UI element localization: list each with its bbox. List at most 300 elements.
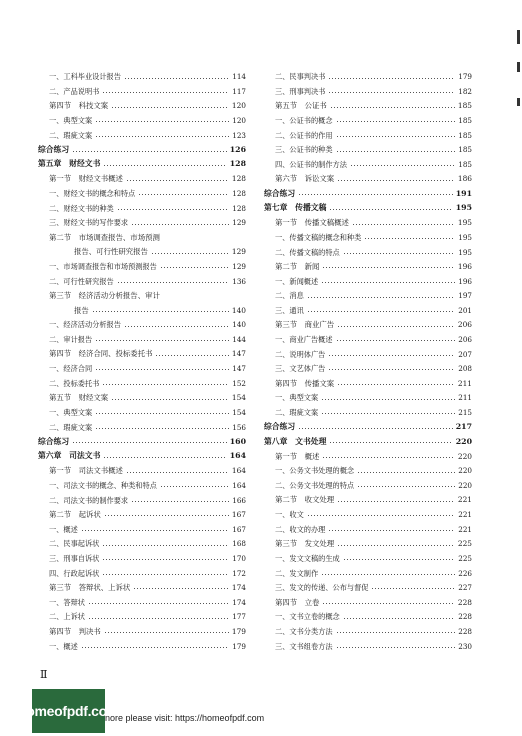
toc-entry-item (264, 475, 472, 490)
toc-entry-page: 136 (232, 276, 246, 286)
toc-entry-page: 152 (232, 378, 246, 388)
toc-entry-section (264, 445, 472, 460)
dot-leader (124, 78, 229, 79)
toc-entry-item (264, 66, 472, 81)
dot-leader (88, 603, 229, 604)
scan-edge-mark (517, 30, 520, 44)
dot-leader (160, 486, 229, 487)
toc-entry-title: 综合练习 (38, 144, 70, 154)
dot-leader (133, 588, 229, 589)
toc-entry-page: 217 (455, 422, 472, 432)
toc-entry-title: 二、司法文书的制作要求 (49, 495, 129, 505)
dot-leader (364, 238, 455, 239)
toc-entry-exercise (264, 183, 472, 198)
toc-entry-page: 167 (231, 510, 246, 519)
dot-leader (336, 136, 455, 137)
toc-entry-page: 201 (458, 305, 472, 315)
toc-entry-section (264, 212, 472, 227)
toc-entry-exercise (264, 416, 472, 431)
toc-entry-title: 第六节 诉讼文案 (275, 174, 335, 184)
toc-entry-title: 一、典型文案 (49, 116, 93, 126)
toc-entry-page: 186 (457, 174, 472, 184)
dot-leader (321, 282, 455, 283)
toc-entry-chapter (38, 445, 246, 460)
toc-entry-item (264, 518, 472, 533)
toc-entry-title: 第七章 传播文稿 (264, 203, 327, 213)
dot-leader (322, 457, 455, 458)
toc-entry-title: 二、收文的办理 (275, 524, 326, 534)
dot-leader (328, 92, 455, 93)
toc-entry-title: 一、经济合同 (49, 364, 93, 374)
toc-entry-chapter (264, 431, 472, 446)
toc-entry-item (38, 489, 246, 504)
toc-entry-title: 一、公务文书处理的概念 (275, 466, 355, 476)
toc-entry-title: 一、答辩状 (49, 597, 85, 607)
dot-leader (126, 180, 229, 181)
dot-leader (72, 151, 227, 152)
toc-entry-section (38, 343, 246, 358)
dot-leader (337, 501, 455, 502)
toc-entry-title: 一、市场调查报告和市场预测报告 (49, 262, 157, 272)
toc-entry-item (264, 635, 472, 650)
toc-entry-item (264, 300, 472, 315)
toc-entry-item (264, 577, 472, 592)
toc-entry-page: 225 (458, 553, 472, 563)
toc-entry-item (38, 606, 246, 621)
toc-entry-page: 129 (232, 218, 246, 228)
toc-entry-page: 128 (232, 203, 246, 213)
toc-entry-section (264, 489, 472, 504)
toc-entry-title: 二、说明体广告 (275, 349, 326, 359)
toc-entry-page: 167 (232, 524, 246, 534)
toc-entry-title: 第一节 财经文书概述 (49, 174, 123, 184)
toc-entry-title: 第二节 新闻 (275, 261, 320, 271)
dot-leader (131, 224, 229, 225)
toc-entry-item (264, 504, 472, 519)
toc-entry-page: 221 (458, 524, 472, 534)
toc-entry-section (38, 227, 246, 242)
toc-entry-title: 三、发文的传递、公布与督促 (275, 583, 369, 593)
dot-leader (329, 442, 452, 443)
toc-entry-page: 114 (232, 72, 246, 82)
toc-entry-item (264, 124, 472, 139)
toc-entry-title: 一、工科毕业设计报告 (49, 72, 121, 82)
dot-leader (95, 340, 229, 341)
dot-leader (343, 618, 455, 619)
toc-entry-item (264, 548, 472, 563)
toc-entry-title: 一、收文 (275, 510, 304, 520)
dot-leader (343, 559, 455, 560)
scan-edge-mark (517, 98, 520, 106)
toc-entry-page: 185 (458, 116, 472, 126)
dot-leader (322, 603, 455, 604)
toc-entry-page: 195 (458, 247, 472, 257)
toc-entry-page: 164 (229, 451, 246, 461)
dot-leader (124, 326, 229, 327)
toc-entry-chapter (38, 154, 246, 169)
toc-entry-title: 第三节 发文处理 (275, 539, 335, 549)
toc-entry-page: 123 (232, 130, 246, 140)
toc-entry-page: 140 (231, 305, 246, 315)
toc-entry-item (38, 591, 246, 606)
toc-entry-item (264, 606, 472, 621)
toc-entry-title: 一、司法文书的概念、种类和特点 (49, 481, 157, 491)
toc-entry-section (38, 460, 246, 475)
toc-entry-page: 154 (231, 393, 246, 403)
toc-entry-page: 164 (231, 466, 246, 476)
toc-entry-title: 综合练习 (264, 422, 296, 432)
toc-entry-item (264, 227, 472, 242)
toc-entry-item (38, 314, 246, 329)
dot-leader (357, 472, 455, 473)
toc-entry-page: 168 (232, 539, 246, 549)
dot-leader (155, 355, 228, 356)
dot-leader (321, 399, 455, 400)
toc-entry-title: 第四节 立卷 (275, 597, 320, 607)
dot-leader (111, 399, 229, 400)
dot-leader (117, 209, 229, 210)
toc-entry-title: 第一节 司法文书概述 (49, 466, 123, 476)
toc-entry-section (38, 577, 246, 592)
toc-entry-item (38, 124, 246, 139)
toc-entry-item (38, 416, 246, 431)
dot-leader (357, 486, 455, 487)
toc-left-column (38, 66, 246, 650)
toc-entry-item (38, 518, 246, 533)
toc-entry-item (264, 285, 472, 300)
watermark-footer-text: nore please visit: https://homeofpdf.com (105, 713, 265, 723)
toc-entry-title: 三、文艺体广告 (275, 364, 326, 374)
toc-entry-title: 第二节 市场调查报告、市场预测 (49, 232, 160, 242)
toc-entry-title: 二、审计报告 (49, 335, 93, 345)
toc-entry-page: 228 (458, 626, 472, 636)
toc-entry-title: 第四节 科技文案 (49, 101, 109, 111)
toc-entry-page: 228 (457, 597, 472, 607)
toc-entry-item (264, 343, 472, 358)
toc-entry-item (38, 183, 246, 198)
toc-entry-item (264, 621, 472, 636)
toc-entry-page: 126 (229, 144, 246, 154)
toc-entry-page: 196 (457, 261, 472, 271)
toc-entry-page: 117 (232, 86, 246, 96)
dot-leader (307, 297, 455, 298)
dot-leader (104, 515, 229, 516)
dot-leader (328, 530, 455, 531)
toc-entry-title: 第二节 起诉状 (49, 510, 101, 519)
toc-entry-page: 128 (229, 159, 246, 169)
dot-leader (350, 165, 455, 166)
toc-entry-item (264, 358, 472, 373)
dot-leader (321, 413, 455, 414)
toc-entry-title: 二、文书分类方法 (275, 626, 333, 636)
toc-entry-page: 220 (457, 451, 472, 461)
toc-entry-title: 一、公证书的概念 (275, 116, 333, 126)
dot-leader (102, 545, 229, 546)
toc-entry-page: 191 (455, 188, 472, 198)
dot-leader (95, 121, 229, 122)
toc-entry-page: 144 (232, 335, 246, 345)
dot-leader (102, 574, 229, 575)
toc-entry-title: 二、可行性研究报告 (49, 276, 114, 286)
dot-leader (131, 501, 229, 502)
dot-leader (163, 238, 229, 239)
toc-entry-section (264, 95, 472, 110)
toc-entry-page: 174 (231, 582, 246, 592)
dot-leader (343, 253, 455, 254)
dot-leader (322, 267, 455, 268)
toc-entry-section (38, 621, 246, 636)
toc-entry-title: 第五章 财经文书 (38, 159, 101, 169)
toc-entry-item (38, 358, 246, 373)
toc-entry-title: 报告 (74, 305, 89, 315)
toc-entry-title: 一、概述 (49, 641, 78, 651)
toc-entry-chapter (264, 197, 472, 212)
toc-entry-page: 196 (458, 276, 472, 286)
toc-entry-page: 156 (232, 422, 246, 432)
toc-entry-title: 第三节 商业广告 (275, 320, 335, 330)
toc-entry-page: 179 (232, 641, 246, 651)
toc-entry-page: 128 (231, 174, 246, 184)
dot-leader (337, 384, 455, 385)
toc-entry-page: 197 (458, 291, 472, 301)
dot-leader (337, 180, 455, 181)
toc-entry-page: 185 (458, 145, 472, 155)
toc-entry-item (38, 372, 246, 387)
dot-leader (102, 92, 229, 93)
toc-entry-title: 二、财经文书的种类 (49, 203, 114, 213)
toc-entry-page: 177 (232, 612, 246, 622)
toc-entry-title: 第六章 司法文书 (38, 451, 101, 461)
toc-entry-title: 二、发文制作 (275, 568, 319, 578)
dot-leader (95, 428, 229, 429)
toc-entry-item (264, 387, 472, 402)
toc-entry-page: 172 (232, 568, 246, 578)
dot-leader (330, 107, 455, 108)
dot-leader (103, 165, 226, 166)
toc-entry-section (38, 300, 246, 315)
toc-entry-title: 第四节 经济合同、投标委托书 (49, 349, 153, 359)
toc-entry-page: 220 (458, 481, 472, 491)
toc-entry-page: 179 (231, 626, 246, 636)
dot-leader (117, 282, 229, 283)
dot-leader (81, 530, 229, 531)
toc-entry-page: 215 (458, 408, 472, 418)
toc-entry-section (38, 241, 246, 256)
dot-leader (88, 618, 229, 619)
dot-leader (111, 107, 229, 108)
dot-leader (337, 545, 455, 546)
toc-entry-page: 174 (232, 597, 246, 607)
toc-entry-title: 一、经济活动分析报告 (49, 320, 121, 330)
toc-entry-page: 230 (458, 641, 472, 651)
toc-entry-section (264, 314, 472, 329)
toc-entry-title: 第一节 传播文稿概述 (275, 218, 349, 228)
dot-leader (95, 413, 229, 414)
toc-entry-page: 195 (458, 232, 472, 242)
dot-leader (298, 428, 453, 429)
toc-entry-title: 四、公证书的制作方法 (275, 159, 347, 169)
dot-leader (102, 559, 229, 560)
dot-leader (307, 311, 455, 312)
toc-entry-title: 一、典型文案 (49, 408, 93, 418)
toc-entry-title: 三、公证书的种类 (275, 145, 333, 155)
dot-leader (298, 194, 453, 195)
toc-entry-page: 220 (455, 436, 472, 446)
toc-entry-page: 147 (232, 364, 246, 374)
toc-entry-title: 第五节 公证书 (275, 101, 327, 111)
toc-entry-title: 一、发文文稿的生成 (275, 553, 340, 563)
toc-entry-item (38, 81, 246, 96)
scan-edge-mark (517, 62, 520, 72)
toc-entry-page: 221 (458, 510, 472, 520)
toc-entry-page: 120 (232, 116, 246, 126)
toc-entry-title: 三、刑事自诉状 (49, 553, 100, 563)
toc-entry-section (264, 168, 472, 183)
toc-entry-title: 第八章 文书处理 (264, 436, 327, 446)
toc-entry-page: 185 (457, 101, 472, 111)
dot-leader (329, 209, 452, 210)
dot-leader (328, 78, 455, 79)
toc-entry-title: 一、概述 (49, 524, 78, 534)
toc-entry-title: 二、瑕疵文案 (275, 408, 319, 418)
toc-entry-title: 第一节 概述 (275, 451, 320, 461)
toc-entry-title: 第三节 经济活动分析报告、审计 (49, 291, 160, 301)
page-number: Ⅱ (40, 668, 48, 681)
toc-entry-page: 206 (458, 335, 472, 345)
dot-leader (337, 326, 455, 327)
toc-entry-page: 129 (232, 262, 246, 272)
toc-entry-page: 160 (229, 436, 246, 446)
toc-entry-page: 228 (458, 612, 472, 622)
toc-entry-item (264, 460, 472, 475)
toc-entry-item (264, 241, 472, 256)
toc-entry-item (264, 402, 472, 417)
toc-entry-page: 179 (458, 72, 472, 82)
toc-entry-title: 综合练习 (38, 436, 70, 446)
dot-leader (371, 588, 455, 589)
toc-entry-title: 二、传播文稿的特点 (275, 247, 340, 257)
toc-entry-title: 三、财经文书的写作要求 (49, 218, 129, 228)
toc-entry-title: 三、文书组卷方法 (275, 641, 333, 651)
toc-entry-title: 第二节 收文处理 (275, 495, 335, 505)
toc-entry-item (38, 270, 246, 285)
toc-entry-page: 195 (457, 218, 472, 228)
toc-entry-title: 二、瑕疵文案 (49, 422, 93, 432)
toc-entry-title: 二、瑕疵文案 (49, 130, 93, 140)
dot-leader (328, 355, 455, 356)
dot-leader (336, 647, 455, 648)
toc-entry-item (38, 197, 246, 212)
toc-entry-item (38, 562, 246, 577)
toc-entry-section (264, 256, 472, 271)
dot-leader (72, 442, 227, 443)
toc-entry-section (38, 285, 246, 300)
dot-leader (336, 632, 455, 633)
toc-entry-page: 221 (457, 495, 472, 505)
toc-entry-section (38, 168, 246, 183)
toc-entry-title: 二、消息 (275, 291, 304, 301)
toc-entry-page: 182 (458, 86, 472, 96)
toc-entry-page: 226 (458, 568, 472, 578)
dot-leader (160, 267, 229, 268)
toc-entry-title: 三、刑事判决书 (275, 86, 326, 96)
toc-entry-item (38, 329, 246, 344)
toc-entry-exercise (38, 139, 246, 154)
toc-entry-title: 一、传播文稿的概念和种类 (275, 232, 362, 242)
toc-entry-item (38, 533, 246, 548)
toc-entry-page: 120 (231, 101, 246, 111)
toc-entry-item (264, 562, 472, 577)
toc-entry-item (38, 402, 246, 417)
toc-entry-page: 166 (232, 495, 246, 505)
watermark-banner[interactable]: homeofpdf.com (32, 689, 105, 733)
toc-entry-item (38, 256, 246, 271)
toc-entry-section (38, 504, 246, 519)
toc-right-column (264, 66, 472, 650)
toc-entry-title: 第三节 答辩状、上诉状 (49, 582, 131, 592)
toc-entry-title: 二、上诉状 (49, 612, 85, 622)
toc-entry-item (38, 635, 246, 650)
toc-entry-item (38, 475, 246, 490)
toc-entry-title: 二、公务文书处理的特点 (275, 481, 355, 491)
toc-entry-page: 225 (457, 539, 472, 549)
toc-entry-section (264, 591, 472, 606)
toc-entry-page: 211 (457, 378, 472, 388)
toc-entry-page: 220 (458, 466, 472, 476)
dot-leader (92, 311, 229, 312)
toc-entry-page: 185 (458, 130, 472, 140)
toc-entry-title: 一、典型文案 (275, 393, 319, 403)
dot-leader (328, 369, 455, 370)
toc-entry-section (38, 387, 246, 402)
toc-entry-page: 129 (231, 247, 246, 257)
dot-leader (81, 647, 229, 648)
toc-entry-item (264, 139, 472, 154)
toc-entry-page: 211 (458, 393, 472, 403)
toc-entry-item (38, 212, 246, 227)
toc-entry-title: 第五节 财经文案 (49, 393, 109, 403)
dot-leader (104, 632, 229, 633)
toc-entry-title: 二、民事起诉状 (49, 539, 100, 549)
toc-entry-page: 147 (231, 349, 246, 359)
toc-entry-page: 227 (458, 583, 472, 593)
toc-entry-title: 报告、可行性研究报告 (74, 247, 148, 257)
toc-entry-item (38, 66, 246, 81)
toc-entry-title: 第四节 传播文案 (275, 378, 335, 388)
toc-entry-title: 一、商业广告概述 (275, 335, 333, 345)
dot-leader (321, 574, 455, 575)
toc-entry-item (38, 548, 246, 563)
toc-entry-page: 128 (232, 189, 246, 199)
dot-leader (103, 457, 226, 458)
toc-entry-title: 第四节 判决书 (49, 626, 101, 636)
toc-entry-title: 综合练习 (264, 188, 296, 198)
toc-entry-item (264, 154, 472, 169)
toc-entry-page: 170 (232, 553, 246, 563)
toc-entry-title: 二、投标委托书 (49, 378, 100, 388)
toc-entry-item (264, 270, 472, 285)
toc-entry-title: 一、文书立卷的概念 (275, 612, 340, 622)
toc-entry-item (264, 110, 472, 125)
dot-leader (95, 369, 229, 370)
toc-entry-page: 164 (232, 481, 246, 491)
toc-entry-page: 195 (455, 203, 472, 213)
toc-entry-title: 四、行政起诉状 (49, 568, 100, 578)
dot-leader (151, 253, 229, 254)
toc-entry-section (264, 533, 472, 548)
toc-entry-title: 一、财经文书的概念和特点 (49, 189, 136, 199)
toc-entry-page: 185 (458, 159, 472, 169)
